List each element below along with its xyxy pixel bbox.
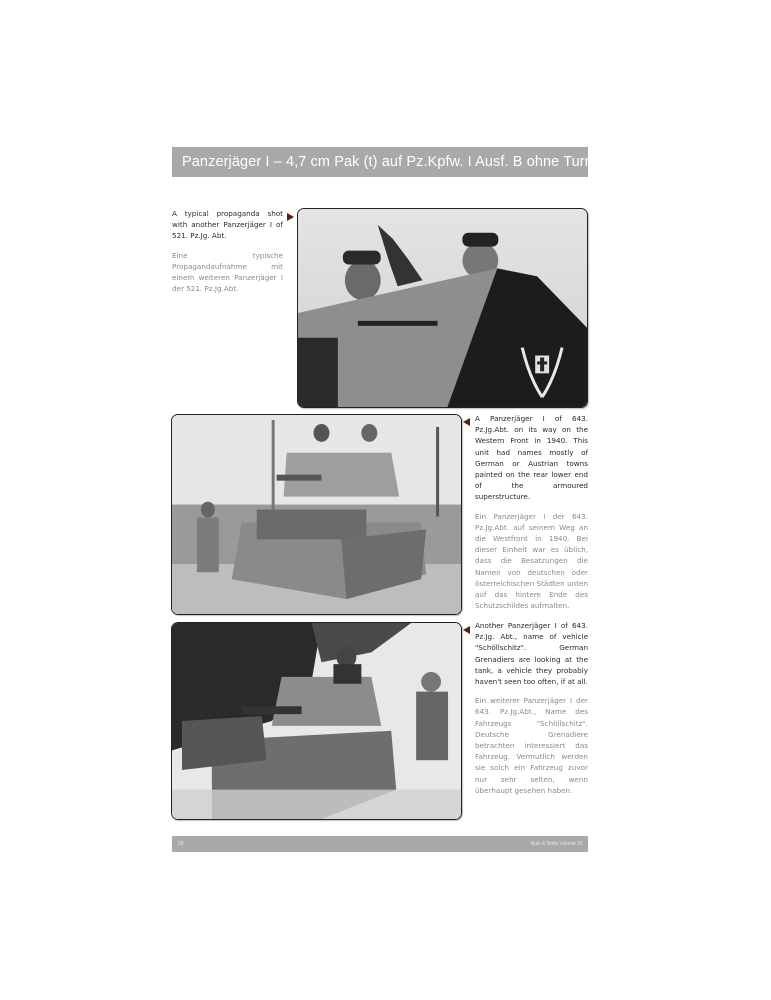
arrow-left-icon [463, 626, 470, 634]
photo-2-panzerjager-on-road [171, 414, 462, 615]
arrow-right-icon [287, 213, 294, 221]
photo-1-officers-on-panzerjager [297, 208, 588, 408]
caption-german: Eine typische Propagandaufnahme mit einem weiteren Panzerjäger I der 521. Pz.Jg.Abt. [172, 250, 283, 294]
caption-english: A typical propaganda shot with another Panzerjäger I of 521. Pz.Jg. Abt. [172, 209, 283, 241]
page-number: 26 [178, 841, 184, 847]
page-title: Panzerjäger I – 4,7 cm Pak (t) auf Pz.Kpfw. I Ausf. B ohne Turm [172, 147, 588, 177]
arrow-left-icon [463, 418, 470, 426]
photo-1-image [298, 209, 587, 407]
caption-photo-3 [475, 620, 588, 796]
caption-german: Ein Panzerjäger I der 643. Pz.Jg.Abt. auf seinem Weg an die Westfront in 1940. Bei dieser Einheit war es üblich, dass die Besatzungen die Namen von deutschen oder österreichischen Städten unten auf das hintere Ende des Schutzschildes aufmalten. [475, 511, 588, 611]
caption-english: Another Panzerjäger I of 643. Pz.Jg. Abt., name of vehicle "Schöllschitz". German Grenadiers are looking at the tank, a vehicle they probably haven't seen too often, if at all. [475, 621, 588, 687]
caption-german: Ein weiterer Panzerjäger I der 643. Pz.Jg.Abt., Name des Fahrzeugs "Schöllschitz". Deutsche Grenadiere betrachten interessiert das Fahrzeug. Vermutlich werden sie solch ein Fahrzeug zuvor nur sehr selten, wenn überhaupt gesehen haben. [475, 696, 588, 795]
caption-photo-2 [475, 413, 588, 611]
publication-title: Nuts & Bolts Volume 25 [530, 841, 583, 847]
photo-3-schollschitz-with-grenadiers [171, 622, 462, 820]
caption-english: A Panzerjäger I of 643. Pz.Jg.Abt. on its way on the Western Front in 1940. This unit had names mostly of German or Austrian towns painted on the rear lower end of the armoured superstructure. [475, 414, 588, 502]
page-footer [172, 836, 588, 852]
caption-photo-1 [172, 208, 283, 294]
photo-3-image [172, 623, 461, 819]
photo-2-image [172, 415, 461, 614]
